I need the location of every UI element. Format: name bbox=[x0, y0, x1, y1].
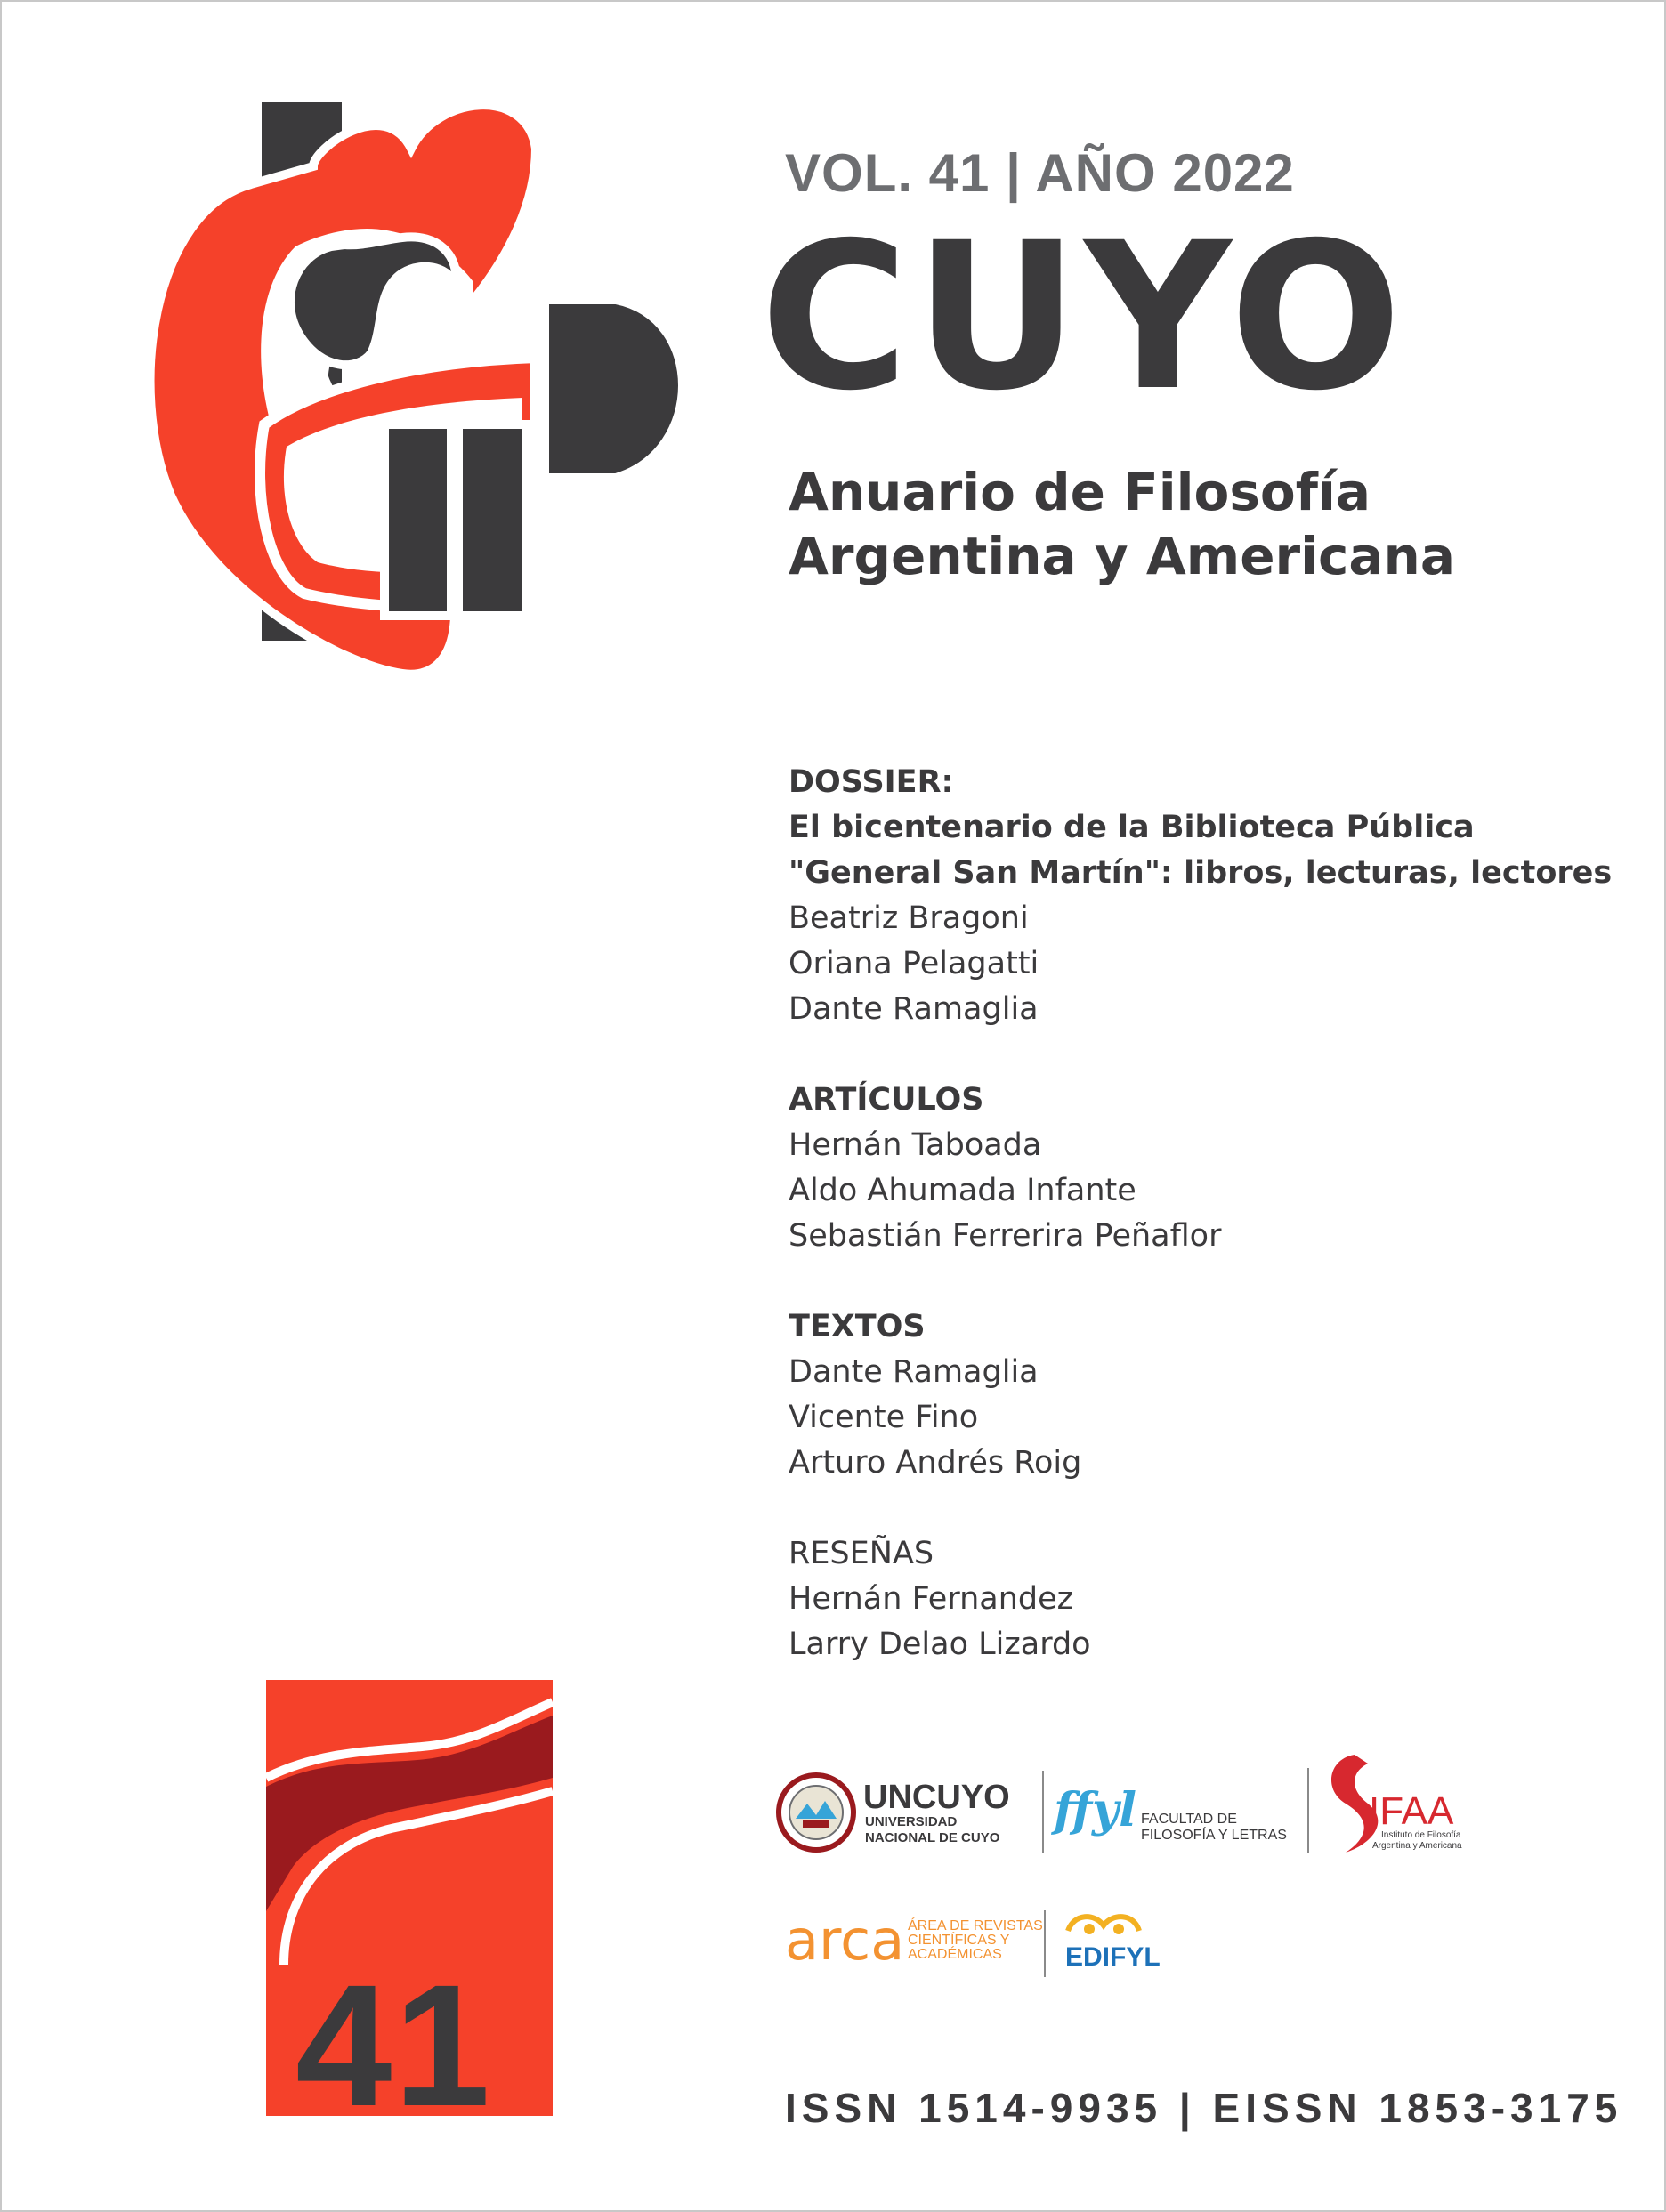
section-dossier bbox=[789, 760, 1612, 1032]
author: Larry Delao Lizardo bbox=[789, 1627, 1091, 1662]
arca-subtitle: ÁREA DE REVISTAS bbox=[908, 1918, 1043, 1933]
issue-number: 41 bbox=[295, 1949, 492, 2143]
section-heading: DOSSIER: bbox=[789, 764, 954, 800]
table-of-contents bbox=[789, 760, 1612, 1713]
section-articulos bbox=[789, 1078, 1612, 1259]
section-textos bbox=[789, 1304, 1612, 1486]
ifaa-name: IFAA bbox=[1369, 1789, 1454, 1833]
uncuyo-subtitle: UNIVERSIDAD bbox=[865, 1814, 958, 1829]
logo-white-gap bbox=[447, 424, 463, 616]
logo-dark-lobe bbox=[545, 300, 683, 478]
author: Hernán Fernandez bbox=[789, 1581, 1074, 1617]
author: Arturo Andrés Roig bbox=[789, 1445, 1082, 1481]
author: Beatriz Bragoni bbox=[789, 900, 1029, 936]
author: Hernán Taboada bbox=[789, 1127, 1042, 1163]
section-resenas bbox=[789, 1531, 1612, 1667]
section-heading: TEXTOS bbox=[789, 1309, 926, 1344]
uncuyo-subtitle: NACIONAL DE CUYO bbox=[865, 1830, 1000, 1845]
author: Aldo Ahumada Infante bbox=[789, 1173, 1136, 1208]
ifaa-subtitle: Argentina y Americana bbox=[1372, 1841, 1462, 1851]
ifaa-subtitle: Instituto de Filosofía bbox=[1381, 1830, 1461, 1840]
edifyl-name: EDIFYL bbox=[1065, 1942, 1161, 1972]
edifyl-logo bbox=[1065, 1917, 1161, 1972]
ffyl-mark: ffyl bbox=[1054, 1783, 1136, 1837]
dossier-title: El bicentenario de la Biblioteca Pública bbox=[789, 810, 1475, 845]
section-heading: ARTÍCULOS bbox=[789, 1082, 984, 1118]
author: Vicente Fino bbox=[789, 1400, 979, 1435]
journal-title: CUYO bbox=[760, 198, 1408, 435]
arca-logo bbox=[785, 1908, 1043, 1973]
author: Sebastián Ferrerira Peñaflor bbox=[789, 1218, 1222, 1254]
ffyl-subtitle: FILOSOFÍA Y LETRAS bbox=[1141, 1828, 1287, 1843]
ifaa-logo bbox=[1331, 1755, 1462, 1853]
subtitle-line: Argentina y Americana bbox=[789, 526, 1455, 586]
journal-subtitle bbox=[789, 460, 1455, 588]
logo-dark-heart bbox=[290, 237, 457, 365]
cuyo-journal-logo bbox=[117, 95, 723, 700]
ffyl-subtitle: FACULTAD DE bbox=[1141, 1812, 1237, 1827]
publisher-logos bbox=[767, 1719, 1550, 1995]
author: Oriana Pelagatti bbox=[789, 946, 1039, 981]
uncuyo-name: UNCUYO bbox=[863, 1779, 1010, 1816]
section-heading: RESEÑAS bbox=[789, 1536, 934, 1571]
dossier-title: "General San Martín": libros, lecturas, lectores bbox=[789, 855, 1613, 891]
author: Dante Ramaglia bbox=[789, 1354, 1039, 1390]
ffyl-logo bbox=[1050, 1783, 1287, 1843]
arca-subtitle: ACADÉMICAS bbox=[908, 1947, 1002, 1962]
subtitle-line: Anuario de Filosofía bbox=[789, 462, 1371, 522]
issn-line: ISSN 1514-9935 | EISSN 1853-3175 bbox=[785, 2085, 1623, 2131]
author: Dante Ramaglia bbox=[789, 991, 1039, 1027]
uncuyo-logo bbox=[779, 1775, 1010, 1850]
volume-year: VOL. 41 | AÑO 2022 bbox=[785, 143, 1295, 203]
arca-subtitle: CIENTÍFICAS Y bbox=[908, 1933, 1010, 1948]
arca-name: arca bbox=[785, 1908, 905, 1973]
edifyl-book-icon bbox=[1068, 1917, 1139, 1931]
